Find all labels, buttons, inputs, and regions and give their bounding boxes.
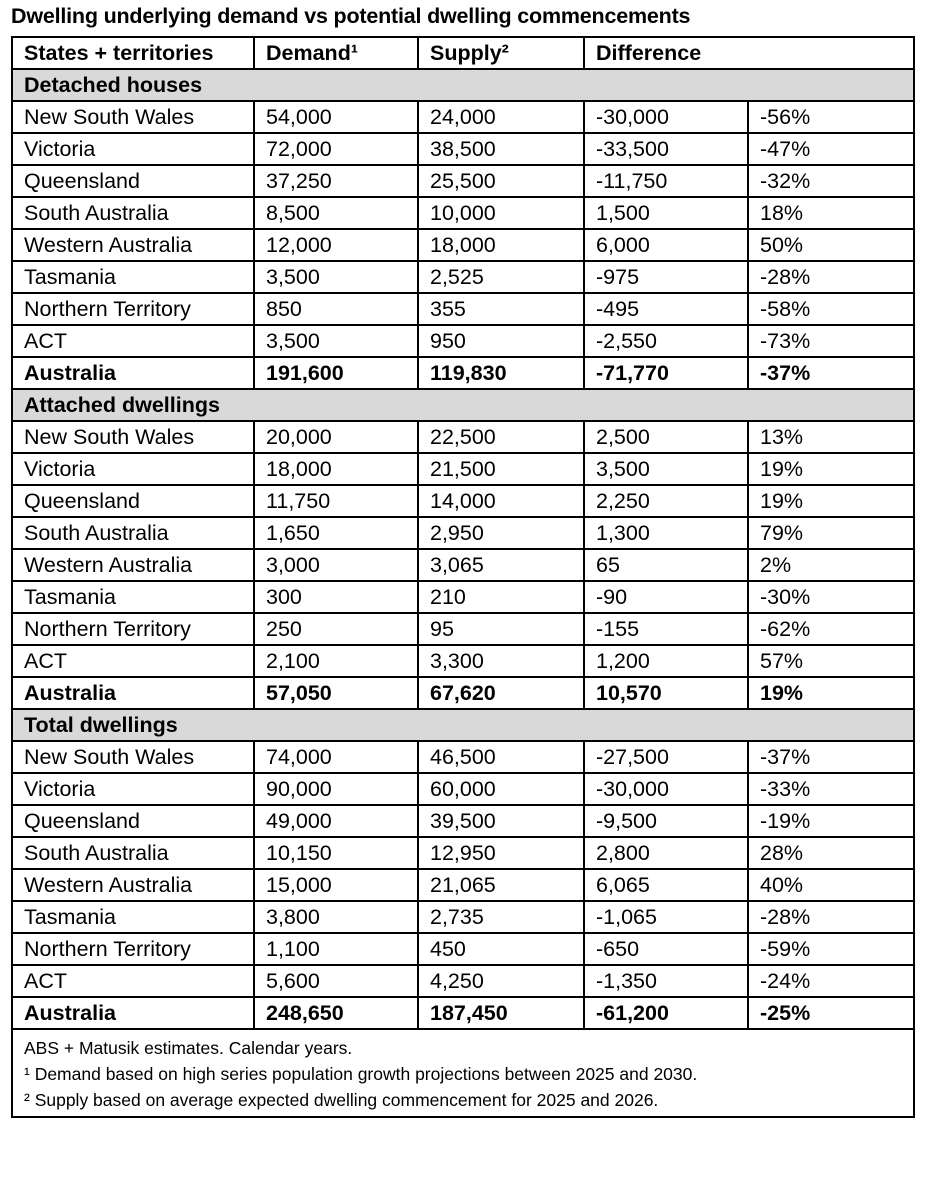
- cell-region: Northern Territory: [12, 293, 254, 325]
- cell-difference: -975: [584, 261, 748, 293]
- cell-difference-pct: 19%: [748, 453, 914, 485]
- footnote: ¹ Demand based on high series population growth projections between 2025 and 2030.: [24, 1064, 698, 1084]
- cell-difference: -33,500: [584, 133, 748, 165]
- table-row: [12, 805, 914, 837]
- cell-region: ACT: [12, 645, 254, 677]
- cell-region: Victoria: [12, 453, 254, 485]
- cell-difference: 6,065: [584, 869, 748, 901]
- total-cell-difference: -71,770: [584, 357, 748, 389]
- total-row: [12, 677, 914, 709]
- cell-region: Western Australia: [12, 549, 254, 581]
- cell-region: Northern Territory: [12, 613, 254, 645]
- cell-difference-pct: 28%: [748, 837, 914, 869]
- cell-difference-pct: -73%: [748, 325, 914, 357]
- cell-supply: 21,065: [418, 869, 584, 901]
- cell-demand: 54,000: [254, 101, 418, 133]
- cell-demand: 12,000: [254, 229, 418, 261]
- table-row: [12, 837, 914, 869]
- section-header-row: [12, 389, 914, 421]
- total-cell-region: Australia: [12, 997, 254, 1029]
- total-cell-demand: 57,050: [254, 677, 418, 709]
- cell-difference-pct: -24%: [748, 965, 914, 997]
- cell-region: Western Australia: [12, 869, 254, 901]
- dwelling-demand-table: [11, 36, 915, 1118]
- cell-region: Queensland: [12, 485, 254, 517]
- cell-demand: 90,000: [254, 773, 418, 805]
- cell-supply: 3,300: [418, 645, 584, 677]
- table-row: [12, 453, 914, 485]
- table-row: [12, 901, 914, 933]
- total-row: [12, 997, 914, 1029]
- footnote: ² Supply based on average expected dwelling commencement for 2025 and 2026.: [24, 1090, 659, 1110]
- cell-demand: 20,000: [254, 421, 418, 453]
- cell-supply: 95: [418, 613, 584, 645]
- total-cell-difference-pct: -25%: [748, 997, 914, 1029]
- cell-supply: 60,000: [418, 773, 584, 805]
- notes-row: [12, 1029, 914, 1117]
- cell-difference: -1,350: [584, 965, 748, 997]
- cell-demand: 5,600: [254, 965, 418, 997]
- cell-demand: 300: [254, 581, 418, 613]
- cell-supply: 210: [418, 581, 584, 613]
- cell-demand: 1,650: [254, 517, 418, 549]
- cell-difference: -27,500: [584, 741, 748, 773]
- cell-difference: -495: [584, 293, 748, 325]
- cell-difference-pct: 57%: [748, 645, 914, 677]
- cell-difference: -1,065: [584, 901, 748, 933]
- cell-region: Victoria: [12, 773, 254, 805]
- table-row: [12, 773, 914, 805]
- table-row: [12, 613, 914, 645]
- table-row: [12, 133, 914, 165]
- table-row: [12, 741, 914, 773]
- cell-difference: -90: [584, 581, 748, 613]
- cell-difference-pct: 13%: [748, 421, 914, 453]
- total-cell-difference: 10,570: [584, 677, 748, 709]
- cell-region: ACT: [12, 965, 254, 997]
- header-row: [12, 37, 914, 69]
- cell-region: Queensland: [12, 805, 254, 837]
- cell-demand: 11,750: [254, 485, 418, 517]
- total-cell-region: Australia: [12, 677, 254, 709]
- cell-difference-pct: -56%: [748, 101, 914, 133]
- cell-supply: 18,000: [418, 229, 584, 261]
- header-demand: Demand¹: [254, 37, 418, 69]
- table-row: [12, 261, 914, 293]
- cell-demand: 49,000: [254, 805, 418, 837]
- cell-difference: 3,500: [584, 453, 748, 485]
- cell-supply: 21,500: [418, 453, 584, 485]
- cell-difference: 2,500: [584, 421, 748, 453]
- table-row: [12, 869, 914, 901]
- cell-difference: -9,500: [584, 805, 748, 837]
- cell-difference-pct: 18%: [748, 197, 914, 229]
- cell-demand: 3,500: [254, 261, 418, 293]
- cell-difference-pct: 40%: [748, 869, 914, 901]
- cell-difference: -30,000: [584, 101, 748, 133]
- cell-demand: 250: [254, 613, 418, 645]
- cell-region: New South Wales: [12, 741, 254, 773]
- cell-difference: -30,000: [584, 773, 748, 805]
- section-header-row: [12, 709, 914, 741]
- cell-region: ACT: [12, 325, 254, 357]
- total-cell-difference-pct: -37%: [748, 357, 914, 389]
- table-notes: [12, 1029, 914, 1117]
- cell-region: Western Australia: [12, 229, 254, 261]
- cell-demand: 3,800: [254, 901, 418, 933]
- cell-demand: 850: [254, 293, 418, 325]
- total-cell-demand: 248,650: [254, 997, 418, 1029]
- cell-supply: 950: [418, 325, 584, 357]
- cell-supply: 38,500: [418, 133, 584, 165]
- cell-demand: 8,500: [254, 197, 418, 229]
- cell-difference: -155: [584, 613, 748, 645]
- cell-region: South Australia: [12, 197, 254, 229]
- section-title: Total dwellings: [12, 709, 914, 741]
- cell-region: Queensland: [12, 165, 254, 197]
- cell-supply: 450: [418, 933, 584, 965]
- total-cell-supply: 67,620: [418, 677, 584, 709]
- cell-region: Victoria: [12, 133, 254, 165]
- cell-supply: 22,500: [418, 421, 584, 453]
- table-row: [12, 517, 914, 549]
- cell-difference: 1,300: [584, 517, 748, 549]
- cell-difference-pct: -28%: [748, 901, 914, 933]
- cell-difference: 1,200: [584, 645, 748, 677]
- table-title: Dwelling underlying demand vs potential dwelling commencements: [11, 4, 691, 28]
- footnote: ABS + Matusik estimates. Calendar years.: [24, 1038, 353, 1058]
- section-title: Detached houses: [12, 69, 914, 101]
- table-row: [12, 933, 914, 965]
- cell-demand: 15,000: [254, 869, 418, 901]
- table-row: [12, 965, 914, 997]
- cell-region: Tasmania: [12, 901, 254, 933]
- cell-difference-pct: 79%: [748, 517, 914, 549]
- cell-difference-pct: -32%: [748, 165, 914, 197]
- table-row: [12, 229, 914, 261]
- table-row: [12, 549, 914, 581]
- cell-difference-pct: 2%: [748, 549, 914, 581]
- cell-demand: 10,150: [254, 837, 418, 869]
- cell-demand: 37,250: [254, 165, 418, 197]
- cell-demand: 1,100: [254, 933, 418, 965]
- cell-demand: 74,000: [254, 741, 418, 773]
- cell-supply: 3,065: [418, 549, 584, 581]
- cell-region: Tasmania: [12, 581, 254, 613]
- total-cell-region: Australia: [12, 357, 254, 389]
- cell-difference-pct: -37%: [748, 741, 914, 773]
- cell-region: South Australia: [12, 517, 254, 549]
- cell-supply: 4,250: [418, 965, 584, 997]
- cell-supply: 355: [418, 293, 584, 325]
- cell-difference-pct: -62%: [748, 613, 914, 645]
- cell-difference: 6,000: [584, 229, 748, 261]
- cell-difference-pct: -30%: [748, 581, 914, 613]
- cell-difference: -2,550: [584, 325, 748, 357]
- cell-difference: 1,500: [584, 197, 748, 229]
- cell-difference: 2,250: [584, 485, 748, 517]
- cell-supply: 14,000: [418, 485, 584, 517]
- cell-difference-pct: -59%: [748, 933, 914, 965]
- cell-supply: 25,500: [418, 165, 584, 197]
- cell-difference-pct: -58%: [748, 293, 914, 325]
- total-cell-difference-pct: 19%: [748, 677, 914, 709]
- cell-demand: 18,000: [254, 453, 418, 485]
- cell-demand: 3,500: [254, 325, 418, 357]
- cell-difference: -650: [584, 933, 748, 965]
- total-cell-supply: 187,450: [418, 997, 584, 1029]
- cell-supply: 24,000: [418, 101, 584, 133]
- cell-demand: 3,000: [254, 549, 418, 581]
- cell-difference: 65: [584, 549, 748, 581]
- cell-difference-pct: -28%: [748, 261, 914, 293]
- cell-supply: 2,735: [418, 901, 584, 933]
- table-row: [12, 197, 914, 229]
- cell-difference-pct: -47%: [748, 133, 914, 165]
- table-row: [12, 485, 914, 517]
- section-title: Attached dwellings: [12, 389, 914, 421]
- header-supply: Supply²: [418, 37, 584, 69]
- table-row: [12, 165, 914, 197]
- total-cell-difference: -61,200: [584, 997, 748, 1029]
- cell-difference-pct: 19%: [748, 485, 914, 517]
- header-region: States + territories: [12, 37, 254, 69]
- cell-difference-pct: -33%: [748, 773, 914, 805]
- cell-difference-pct: 50%: [748, 229, 914, 261]
- cell-demand: 72,000: [254, 133, 418, 165]
- cell-region: New South Wales: [12, 421, 254, 453]
- table-row: [12, 293, 914, 325]
- table-row: [12, 645, 914, 677]
- header-difference: Difference: [584, 37, 914, 69]
- table-row: [12, 325, 914, 357]
- total-cell-demand: 191,600: [254, 357, 418, 389]
- table-row: [12, 421, 914, 453]
- cell-supply: 2,950: [418, 517, 584, 549]
- cell-region: Tasmania: [12, 261, 254, 293]
- cell-supply: 12,950: [418, 837, 584, 869]
- cell-region: South Australia: [12, 837, 254, 869]
- table-row: [12, 581, 914, 613]
- table-row: [12, 101, 914, 133]
- cell-demand: 2,100: [254, 645, 418, 677]
- cell-difference: -11,750: [584, 165, 748, 197]
- cell-difference-pct: -19%: [748, 805, 914, 837]
- total-cell-supply: 119,830: [418, 357, 584, 389]
- total-row: [12, 357, 914, 389]
- cell-supply: 10,000: [418, 197, 584, 229]
- cell-difference: 2,800: [584, 837, 748, 869]
- cell-supply: 39,500: [418, 805, 584, 837]
- cell-supply: 2,525: [418, 261, 584, 293]
- section-header-row: [12, 69, 914, 101]
- cell-region: New South Wales: [12, 101, 254, 133]
- cell-region: Northern Territory: [12, 933, 254, 965]
- cell-supply: 46,500: [418, 741, 584, 773]
